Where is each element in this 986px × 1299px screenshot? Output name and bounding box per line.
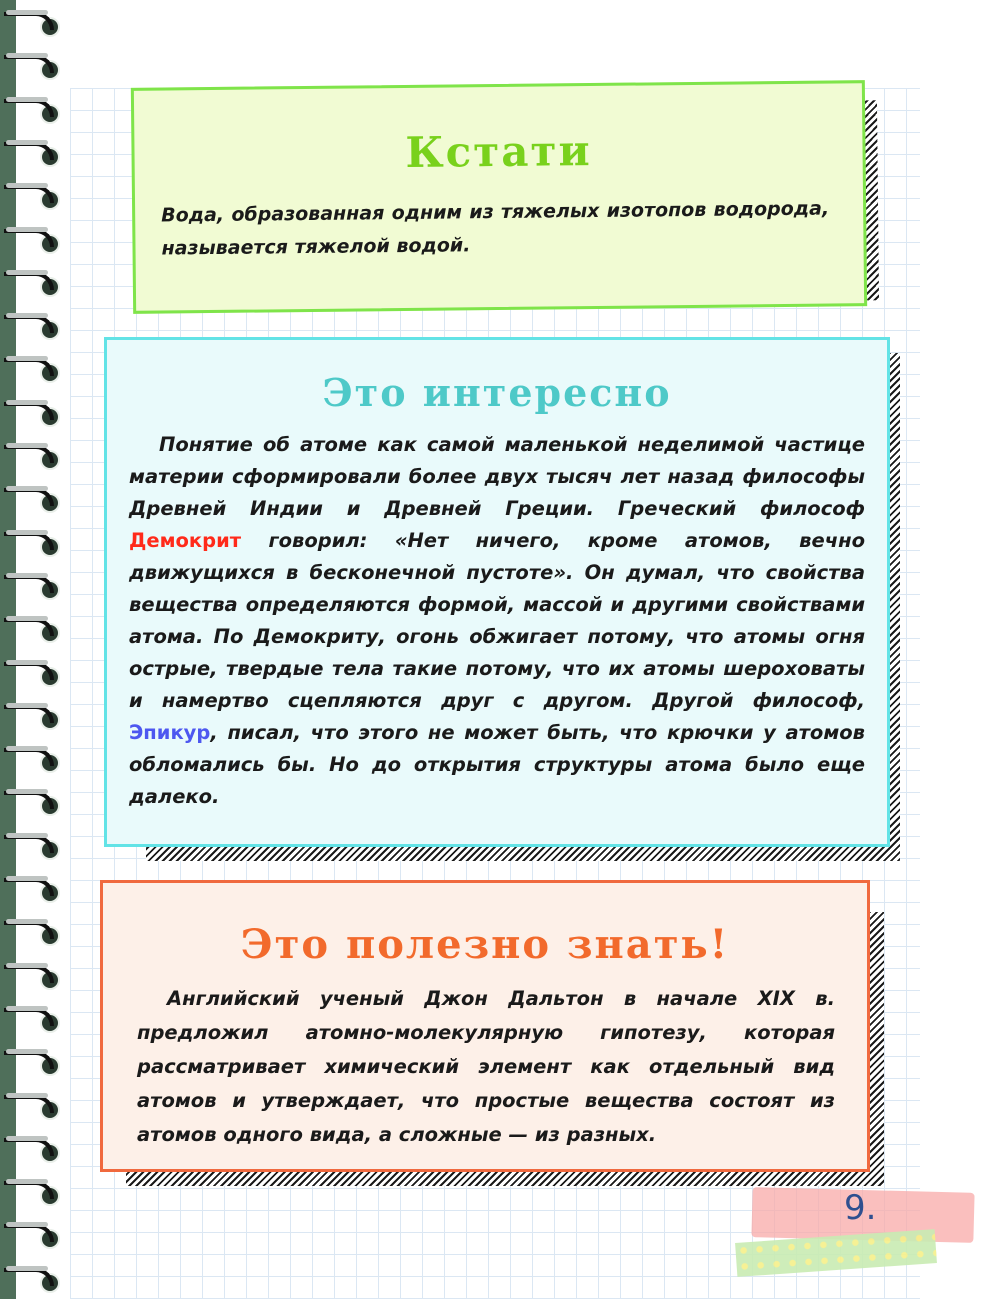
binding-wire <box>4 791 54 809</box>
binding-wire-highlight <box>6 10 48 15</box>
binding-wire-highlight <box>6 616 48 621</box>
binding-wire-highlight <box>6 876 48 881</box>
spiral-ring <box>4 97 48 121</box>
spiral-ring <box>4 660 48 684</box>
spiral-ring <box>4 616 48 640</box>
binding-wire-highlight <box>6 703 48 708</box>
binding-wire-highlight <box>6 486 48 491</box>
spiral-ring <box>4 1136 48 1160</box>
binding-wire-highlight <box>6 789 48 794</box>
interesting-text-part3: , писал, что этого не может быть, что крючки у атомов обломались бы. Но до открытия структуры атома было еще далеко. <box>129 721 865 808</box>
binding-wire-highlight <box>6 833 48 838</box>
binding-wire-highlight <box>6 140 48 145</box>
page-number: 9. <box>844 1188 877 1228</box>
binding-wire-highlight <box>6 313 48 318</box>
binding-wire-highlight <box>6 746 48 751</box>
binding-wire-highlight <box>6 1179 48 1184</box>
binding-wire-highlight <box>6 1006 48 1011</box>
kstati-text: Вода, образованная одним из тяжелых изотопов водорода, называется тяжелой водой. <box>161 197 830 260</box>
binding-wire-highlight <box>6 573 48 578</box>
spiral-ring <box>4 833 48 857</box>
spiral-ring <box>4 1222 48 1246</box>
interesting-text-part2: говорил: «Нет ничего, кроме атомов, вечно движущихся в бесконечной пустоте». Он думал, что свойства вещества определяются формой, массой и другими свойствами атома. По Демокриту, огонь обжигает потому, что атомы огня острые, твердые тела такие потому, что их атомы шероховаты и намертво сцепляются друг с другом. Другой философ, <box>129 529 865 712</box>
binding-wire-highlight <box>6 530 48 535</box>
binding-wire-highlight <box>6 660 48 665</box>
interesting-box <box>104 337 890 847</box>
binding-wire-highlight <box>6 963 48 968</box>
binding-wire-highlight <box>6 400 48 405</box>
spiral-ring <box>4 270 48 294</box>
spiral-ring <box>4 400 48 424</box>
spiral-ring <box>4 963 48 987</box>
kstati-box <box>131 80 867 314</box>
binding-wire-highlight <box>6 1266 48 1271</box>
epicurus-highlight: Эпикур <box>129 721 211 744</box>
binding-wire-highlight <box>6 356 48 361</box>
binding-wire-highlight <box>6 1049 48 1054</box>
binding-wire-highlight <box>6 1136 48 1141</box>
binding-wire-highlight <box>6 443 48 448</box>
spiral-ring <box>4 876 48 900</box>
useful-box <box>100 880 870 1172</box>
binding-wire-highlight <box>6 270 48 275</box>
spiral-ring <box>4 1049 48 1073</box>
spiral-ring <box>4 1179 48 1203</box>
binding-wire <box>4 358 54 376</box>
binding-wire-highlight <box>6 53 48 58</box>
binding-wire-highlight <box>6 183 48 188</box>
useful-text: Английский ученый Джон Дальтон в начале XIX в. предложил атомно-молекулярную гипотезу, которая рассматривает химический элемент как отдельный вид атомов и утверждает, что простые вещества состоят из атомов одного вида, а сложные — из разных. <box>137 987 835 1146</box>
spiral-ring <box>4 443 48 467</box>
spiral-ring <box>4 356 48 380</box>
spiral-ring <box>4 1006 48 1030</box>
kstati-title: Кстати <box>405 126 592 177</box>
spiral-ring <box>4 1266 48 1290</box>
spiral-ring <box>4 140 48 164</box>
spiral-ring <box>4 746 48 770</box>
binding-wire <box>4 1224 54 1242</box>
interesting-title: Это интересно <box>322 370 672 415</box>
binding-wire-highlight <box>6 1222 48 1227</box>
spiral-ring <box>4 919 48 943</box>
spiral-ring <box>4 573 48 597</box>
spiral-ring <box>4 703 48 727</box>
binding-wire-highlight <box>6 227 48 232</box>
spiral-ring <box>4 227 48 251</box>
interesting-text-part1: Понятие об атоме как самой маленькой неделимой частице материи сформировали более двух тысяч лет назад философы Древней Индии и Древней Греции. Греческий философ <box>129 433 865 520</box>
binding-wire-highlight <box>6 919 48 924</box>
spiral-ring <box>4 486 48 510</box>
democritus-highlight: Демокрит <box>129 529 242 552</box>
spiral-ring <box>4 53 48 77</box>
binding-wire-highlight <box>6 1093 48 1098</box>
spiral-ring <box>4 313 48 337</box>
interesting-text <box>107 415 887 813</box>
useful-title: Это полезно знать! <box>240 921 730 968</box>
binding-wire-highlight <box>6 97 48 102</box>
spiral-ring <box>4 1093 48 1117</box>
spiral-ring <box>4 10 48 34</box>
spiral-ring <box>4 789 48 813</box>
spiral-ring <box>4 183 48 207</box>
spiral-ring <box>4 530 48 554</box>
